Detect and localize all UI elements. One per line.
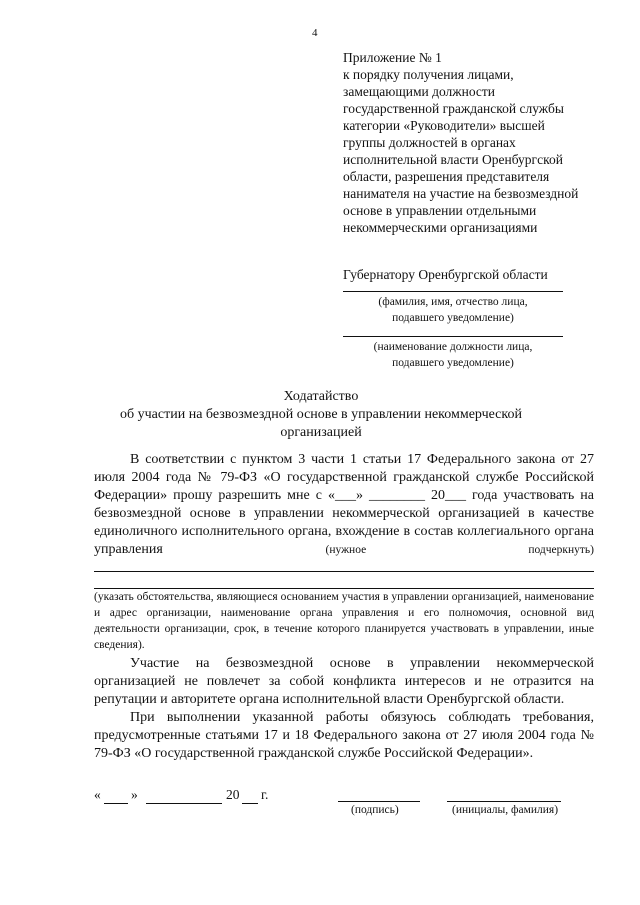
body-paragraph-3: При выполнении указанной работы обязуюсь соблюдать требования, предусмотренные статьями 17 и 18 Федерального закона от 27 июля 2004 года № 79-ФЗ «О государственной гражданской службе Российской Федерации».: [94, 710, 594, 761]
position-field-hint: подавшего уведомление): [392, 357, 514, 369]
date-year-suffix: г.: [261, 787, 269, 802]
title-line: об участии на безвозмездной основе в управлении некоммерческой: [120, 407, 522, 422]
paragraph-text: В соответствии с пунктом 3 части 1 статьи 17 Федерального закона от 27 июля 2004 года № 79-ФЗ «О государственной гражданской службе Российской Федерации» прошу разрешить мне с «___» ________ 20___ года участвовать на безвозмездной основе в управлении некоммерческой организацией в качестве единоличного исполнительного органа, вхождение в состав коллегиального органа управления: [94, 452, 594, 557]
appendix-line: к порядку получения лицами,: [343, 67, 514, 82]
initials-label: (инициалы, фамилия): [452, 804, 559, 816]
appendix-line: нанимателя на участие на безвозмездной: [343, 186, 579, 201]
date-close-quote: »: [131, 787, 138, 802]
signature-line[interactable]: [338, 801, 420, 802]
document-title: [90, 388, 552, 442]
name-field-line[interactable]: [343, 290, 563, 292]
addressee: Губернатору Оренбургской области: [343, 267, 548, 282]
appendix-title: Приложение № 1: [343, 50, 442, 65]
appendix-line: государственной гражданской службы: [343, 101, 564, 116]
appendix-line: замещающими должности: [343, 84, 496, 99]
date-year-prefix: 20: [226, 787, 240, 802]
page-number: 4: [312, 27, 318, 39]
position-field-line[interactable]: [343, 335, 563, 337]
date-day-line[interactable]: [104, 803, 128, 804]
body-paragraph-1: [94, 451, 594, 559]
name-field-hint: подавшего уведомление): [392, 312, 514, 324]
fill-line-1[interactable]: [94, 571, 594, 572]
initials-line[interactable]: [447, 801, 561, 802]
date-open-quote: «: [94, 787, 101, 802]
title-line: Ходатайство: [283, 389, 359, 404]
title-line: организацией: [280, 425, 362, 440]
position-field-hint: (наименование должности лица,: [373, 341, 533, 353]
appendix-line: некоммерческими организациями: [343, 220, 538, 235]
appendix-line: области, разрешения представителя: [343, 169, 550, 184]
appendix-header: [343, 49, 618, 236]
position-field[interactable]: [343, 335, 563, 371]
instruction-note: (указать обстоятельства, являющиеся основанием участия в управлении организацией, наименование и адрес организации, наименование органа управления и его полномочия, основной вид деятельности организации, срок, в течение которого планируется участвовать в управлении, иные сведения).: [94, 591, 594, 651]
date-month-line[interactable]: [146, 803, 222, 804]
body-paragraph-2: Участие на безвозмездной основе в управлении некоммерческой организацией не повлечет за собой конфликта интересов и не отразится на репутации и авторитете органа исполнительной власти Оренбургской области.: [94, 656, 594, 707]
signature-label: (подпись): [351, 804, 399, 816]
appendix-line: группы должностей в органах: [343, 135, 516, 150]
name-field[interactable]: [343, 290, 563, 326]
name-field-hint: (фамилия, имя, отчество лица,: [378, 296, 528, 308]
underline-hint: (нужное подчеркнуть): [325, 544, 594, 556]
appendix-line: исполнительной власти Оренбургской: [343, 152, 563, 167]
appendix-line: категории «Руководители» высшей: [343, 118, 545, 133]
appendix-line: основе в управлении отдельными: [343, 203, 537, 218]
date-year-line[interactable]: [242, 803, 258, 804]
